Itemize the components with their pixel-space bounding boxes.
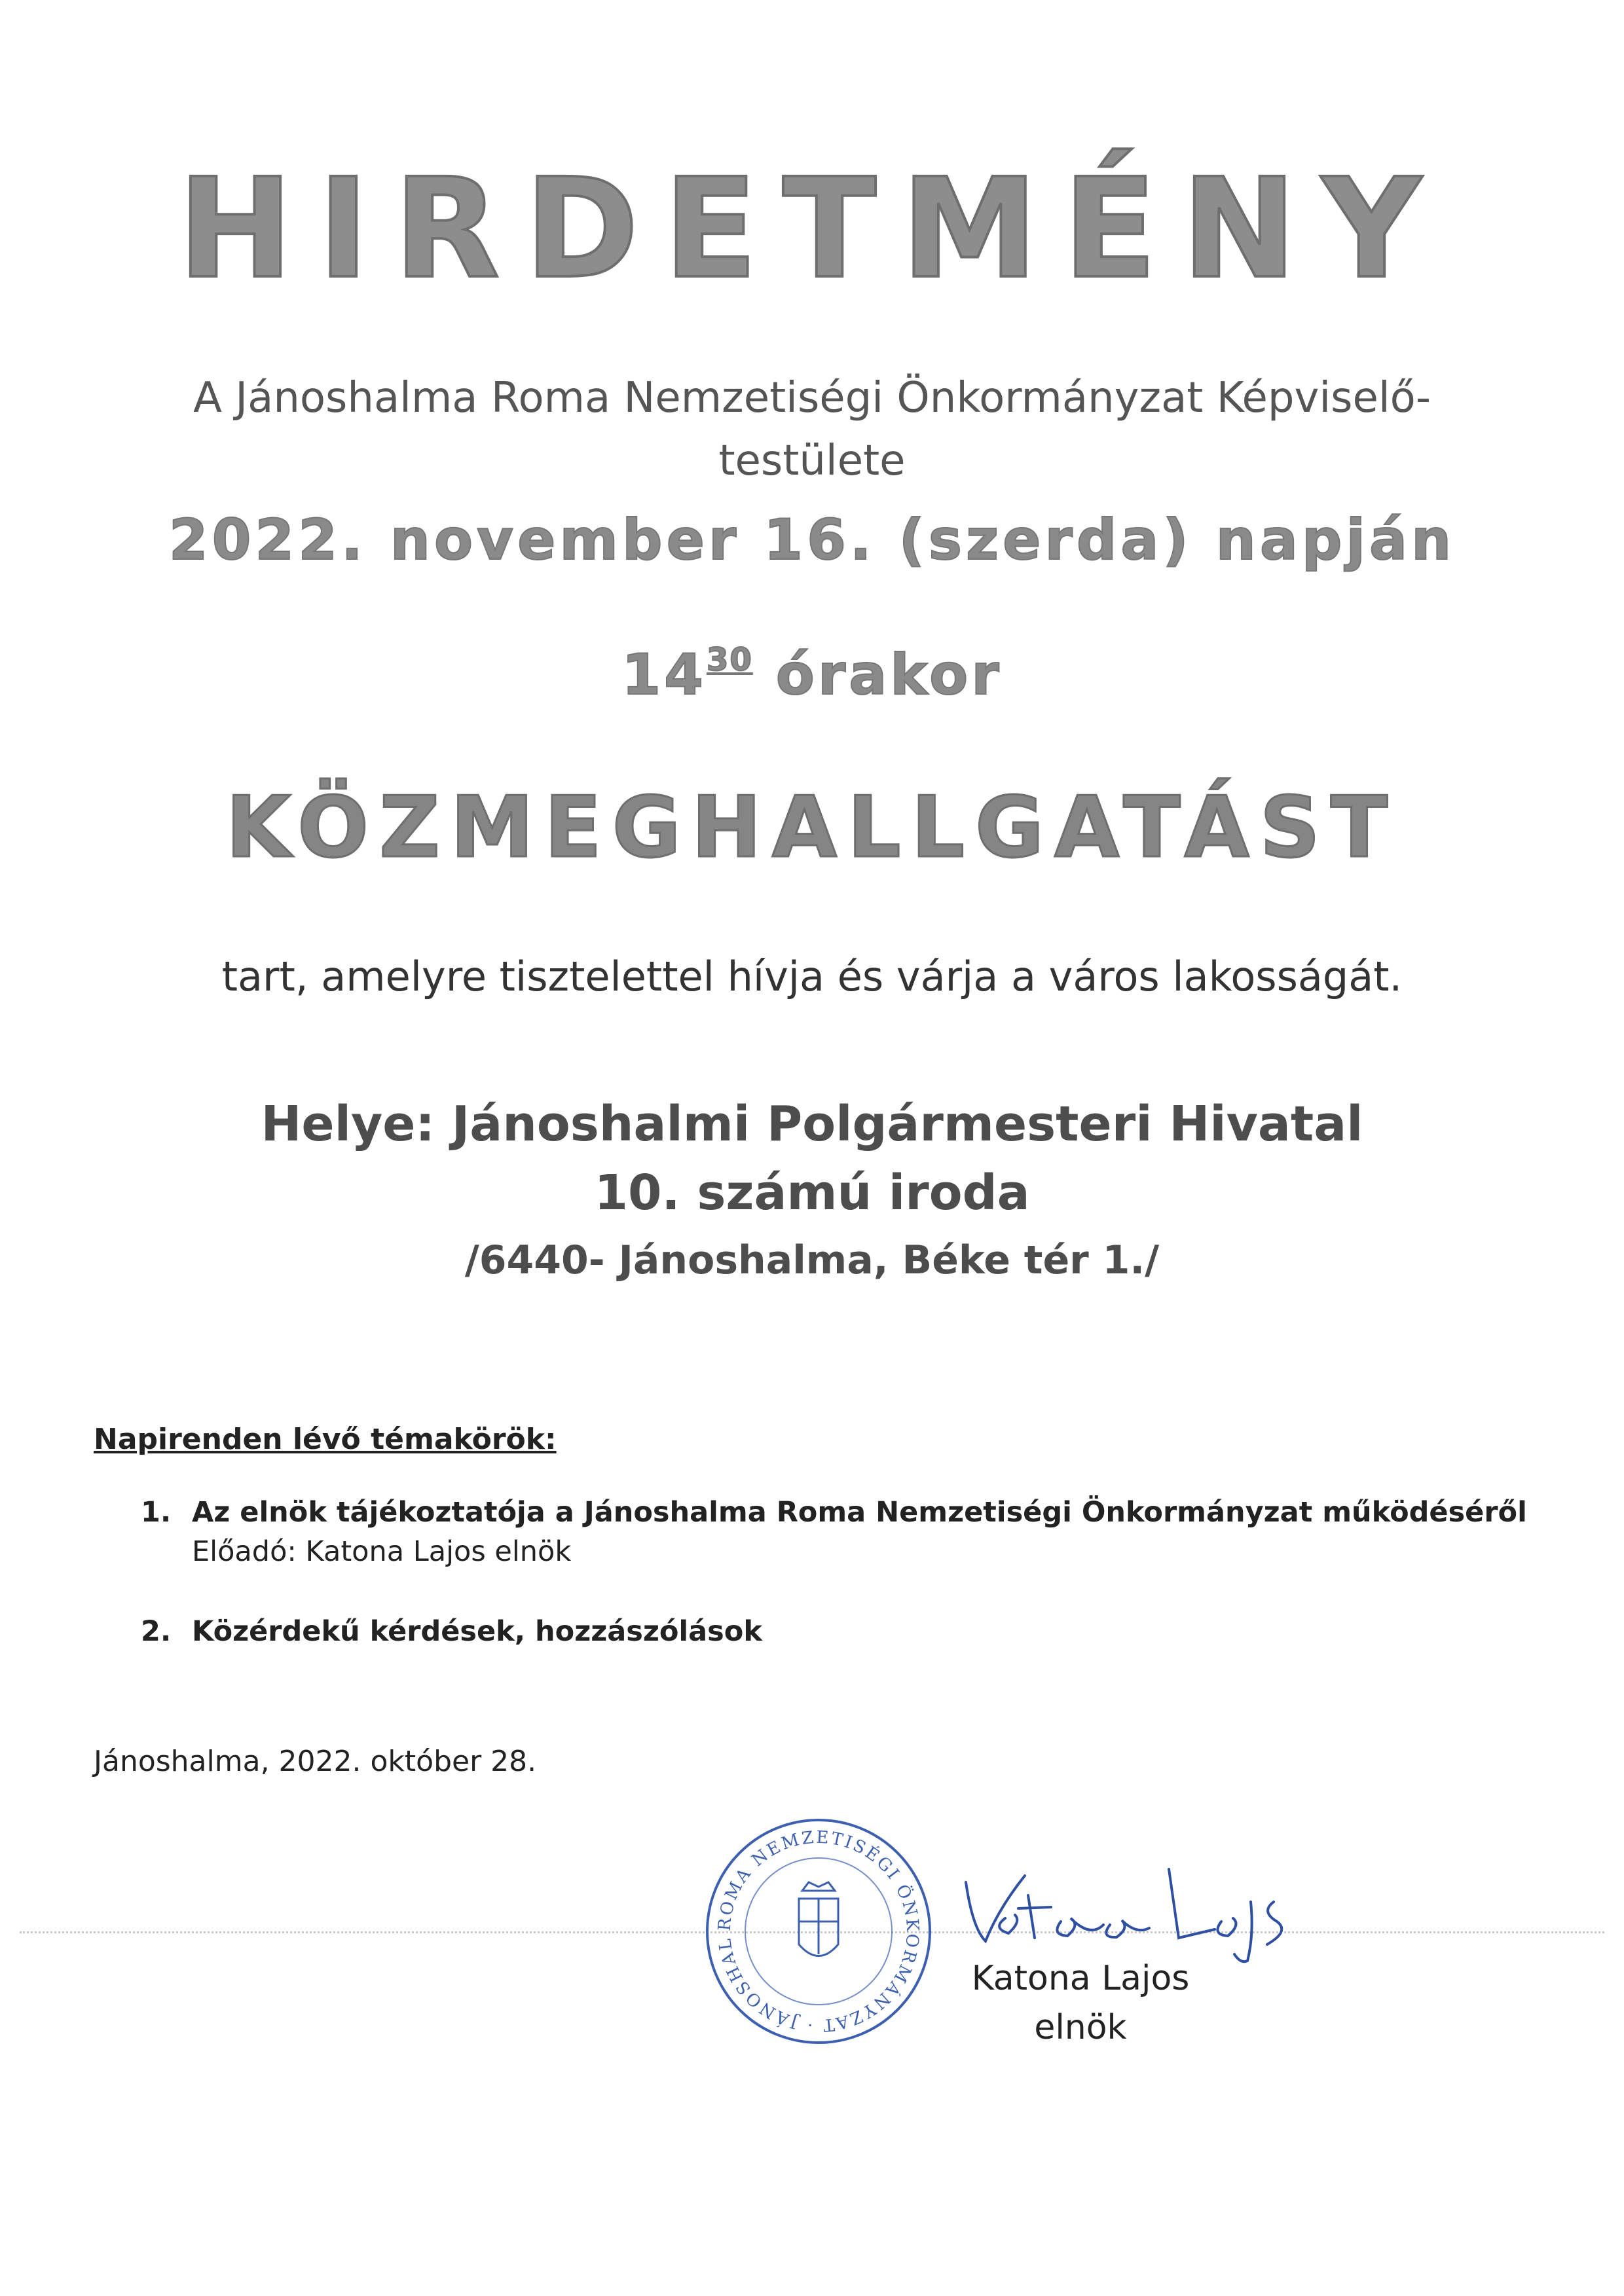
signer-block (930, 1954, 1231, 2053)
official-stamp (701, 1813, 936, 2049)
agenda-item-number: 2. (141, 1615, 172, 1648)
agenda-item-presenter: Előadó: Katona Lajos elnök (192, 1535, 572, 1568)
time-hour: 14 (621, 642, 707, 708)
signature (953, 1856, 1320, 1967)
agenda-item (141, 1615, 1527, 1648)
agenda-item-text: Az elnök tájékoztatója a Jánoshalma Roma Nemzetiségi Önkormányzat működéséről (192, 1496, 1527, 1529)
venue-line-1: Helye: Jánoshalmi Polgármesteri Hivatal (261, 1096, 1363, 1152)
signer-role: elnök (1034, 2008, 1127, 2048)
agenda-list (141, 1496, 1527, 1695)
agenda-item-number: 1. (141, 1496, 172, 1529)
svg-text:ROMA NEMZETISÉGI ÖNKORMÁNYZAT: ROMA NEMZETISÉGI ÖNKORMÁNYZAT · JÁNOSHAL (714, 1827, 923, 2035)
venue-line-2: 10. számú iroda (594, 1165, 1030, 1222)
time-suffix: órakor (775, 642, 1003, 708)
agenda-title: Napirenden lévő témakörök: (94, 1423, 557, 1456)
page-title: HIRDETMÉNY (177, 149, 1447, 309)
venue (0, 1090, 1624, 1288)
meeting-time (0, 642, 1624, 708)
place-and-date: Jánoshalma, 2022. október 28. (94, 1745, 537, 1778)
intro-text: A Jánoshalma Roma Nemzetiségi Önkormányzat Képviselő-testülete (193, 374, 1431, 485)
meeting-date: 2022. november 16. (szerda) napján (168, 507, 1456, 573)
invitation-text: tart, amelyre tisztelettel hívja és várja a város lakosságát. (221, 953, 1403, 1000)
hearing-heading: KÖZMEGHALLGATÁST (225, 779, 1399, 877)
agenda-item (141, 1496, 1527, 1568)
agenda-item-text: Közérdekű kérdések, hozzászólások (192, 1615, 762, 1648)
venue-address: /6440- Jánoshalma, Béke tér 1./ (464, 1237, 1160, 1284)
signer-name: Katona Lajos (971, 1959, 1190, 1998)
time-minutes: 30 (707, 642, 753, 678)
coat-of-arms-icon (799, 1882, 838, 1956)
